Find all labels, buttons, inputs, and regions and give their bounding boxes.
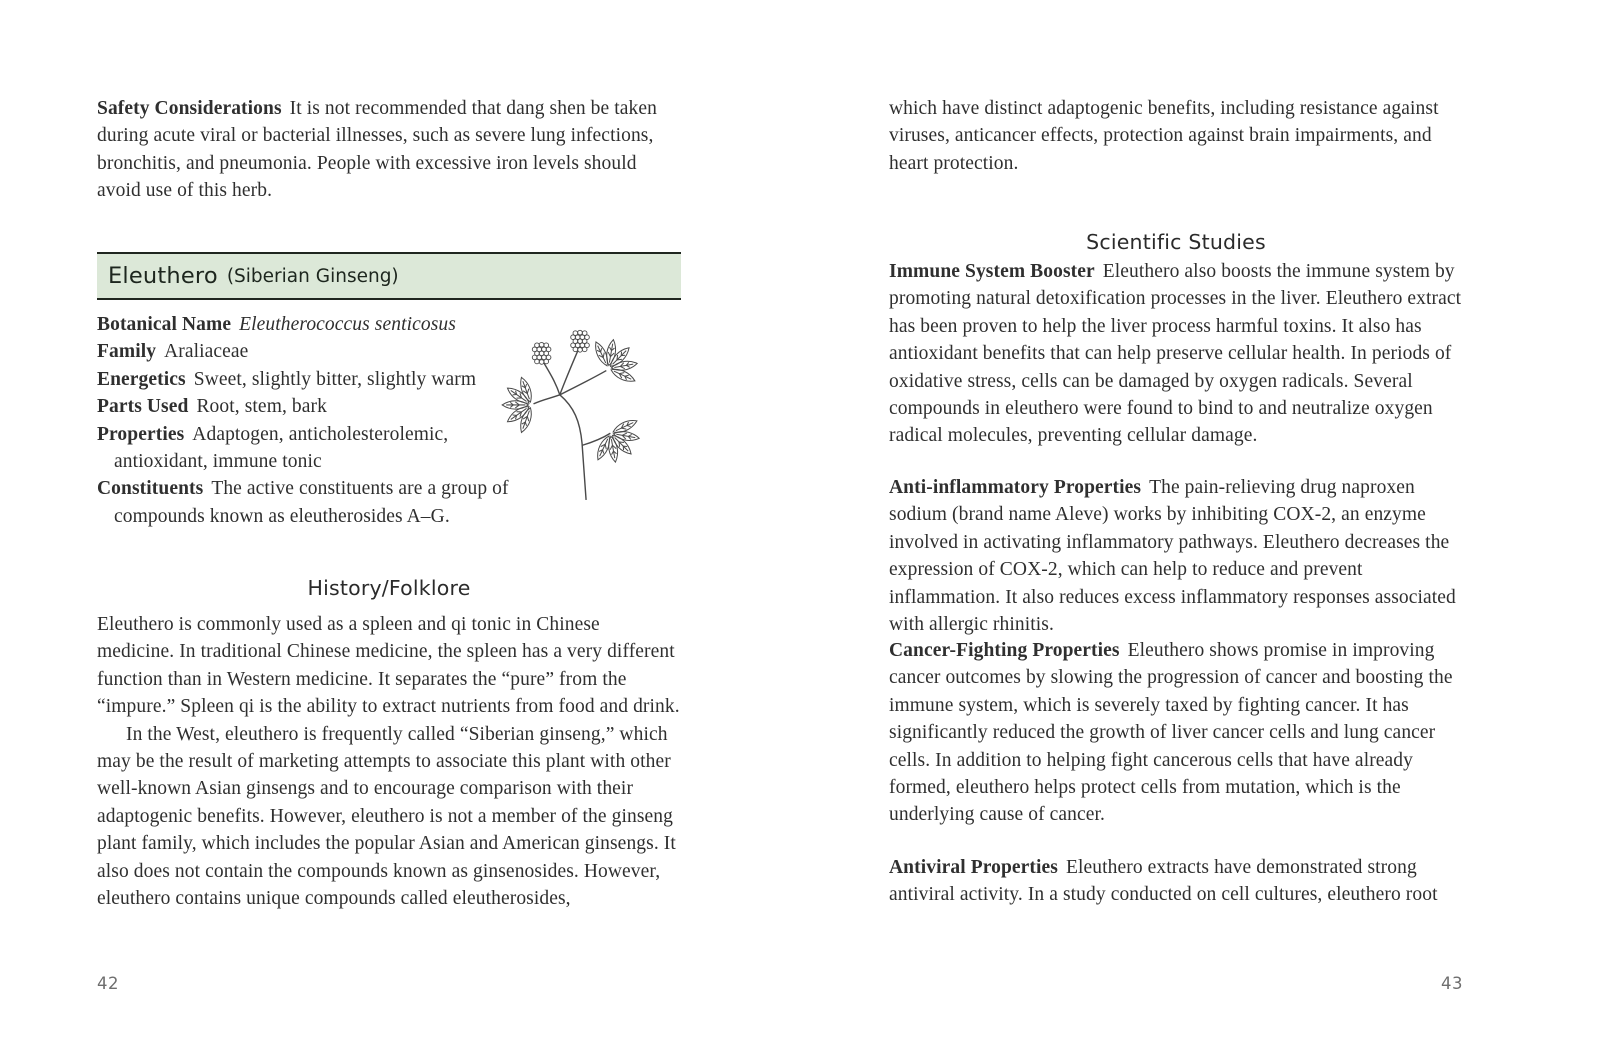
leaf-cluster-lower-right — [594, 417, 640, 463]
herb-profile — [97, 311, 509, 530]
section-lead: Anti-inflammatory Properties — [889, 477, 1142, 498]
history-paragraph-2: In the West, eleuthero is frequently called “Siberian ginseng,” which may be the result of marketing attempts to associate this plant with other well-known Asian ginsengs and to encourage comparison with their adaptogenic benefits. However, eleuthero is not a member of the ginseng plant family, which includes the popular Asian and American ginsengs. It also does not contain the compounds known as ginsenosides. However, eleuthero contains unique compounds called eleutherosides, — [97, 723, 676, 910]
profile-value: Eleutherococcus senticosus — [239, 314, 456, 335]
profile-label: Parts Used — [97, 396, 189, 418]
section-lead: Cancer-Fighting Properties — [889, 640, 1120, 661]
cancer-fighting-paragraph — [889, 637, 1463, 829]
history-paragraph-1: Eleuthero is commonly used as a spleen and qi tonic in Chinese medicine. In traditional Chinese medicine, the spleen has a very different function than in Western medicine. It separates the “pure” from the “impure.” Spleen qi is the ability to extract nutrients from food and drink. — [97, 614, 680, 718]
intro-text: which have distinct adaptogenic benefits, including resistance against viruses, anticancer effects, protection against brain impairments, and heart protection. — [889, 98, 1439, 174]
profile-row-botanical-name — [97, 311, 497, 338]
profile-label: Constituents — [97, 478, 204, 500]
profile-value: The active constituents are a group of compounds known as eleutherosides A–G. — [114, 478, 509, 527]
safety-considerations-paragraph — [97, 95, 681, 205]
page-number-right: 43 — [1441, 974, 1463, 993]
section-lead: Antiviral Properties — [889, 857, 1058, 878]
left-page — [97, 0, 681, 1040]
history-folklore-section — [97, 611, 681, 912]
safety-considerations-lead: Safety Considerations — [97, 98, 282, 119]
herb-title-banner — [97, 252, 681, 300]
profile-label: Properties — [97, 423, 185, 445]
intro-continuation-paragraph — [889, 95, 1463, 177]
profile-value: Araliaceae — [164, 341, 249, 363]
section-text: Eleuthero extracts have demonstrated strong antiviral activity. In a study conducted on cell cultures, eleuthero root — [889, 857, 1438, 906]
scientific-studies-heading: Scientific Studies — [1086, 230, 1266, 254]
profile-row-energetics — [97, 366, 497, 393]
berry-cluster-right — [571, 330, 590, 352]
immune-system-booster-paragraph — [889, 258, 1463, 450]
section-text: The pain-relieving drug naproxen sodium (brand name Aleve) works by inhibiting COX-2, an enzyme involved in activating inflammatory pathways. Eleuthero decreases the expression of COX-2, which can help to reduce and prevent inflammation. It also reduces excess inflammatory responses associated with allergic rhinitis. — [889, 477, 1456, 636]
profile-row-properties — [97, 421, 497, 476]
profile-label: Family — [97, 341, 157, 363]
profile-value: Adaptogen, anticholesterolemic, antioxidant, immune tonic — [114, 423, 449, 473]
section-text: Eleuthero also boosts the immune system by promoting natural detoxification processes in the liver. Eleuthero extract has been proven to help the liver process harmful toxins. It also has antioxidant benefits that can help preserve cellular health. In periods of oxidative stress, cells can be damaged by oxygen radicals. Several compounds in eleuthero were found to bind to and neutralize oxygen radical molecules, preventing cellular damage. — [889, 261, 1462, 447]
profile-label: Botanical Name — [97, 314, 232, 335]
herb-title: Eleuthero — [108, 263, 218, 289]
anti-inflammatory-paragraph — [889, 474, 1463, 638]
right-page — [889, 0, 1463, 1040]
page-number-left: 42 — [97, 974, 119, 993]
profile-row-parts-used — [97, 393, 497, 420]
herb-subtitle: (Siberian Ginseng) — [226, 265, 399, 287]
profile-value: Root, stem, bark — [196, 396, 327, 418]
section-lead: Immune System Booster — [889, 261, 1095, 282]
antiviral-paragraph — [889, 854, 1463, 909]
berry-cluster-left — [532, 342, 551, 364]
plant-illustration — [493, 320, 663, 502]
history-folklore-heading: History/Folklore — [307, 576, 471, 600]
leaf-cluster-left — [502, 376, 534, 434]
profile-row-family — [97, 338, 497, 365]
section-text: Eleuthero shows promise in improving cancer outcomes by slowing the progression of cancer and boosting the immune system, which is severely taxed by fighting cancer. It has significantly reduced the growth of liver cancer cells and lung cancer cells. In addition to helping fight cancerous cells that have already formed, eleuthero helps protect cells from mutation, which is the underlying cause of cancer. — [889, 640, 1453, 826]
profile-value: Sweet, slightly bitter, slightly warm — [193, 368, 477, 390]
profile-label: Energetics — [97, 368, 186, 390]
safety-considerations-text: It is not recommended that dang shen be taken during acute viral or bacterial illnesses, such as severe lung infections, bronchitis, and pneumonia. People with excessive iron levels should avoid use of this herb. — [97, 98, 657, 202]
leaf-cluster-upper-right — [592, 339, 638, 385]
